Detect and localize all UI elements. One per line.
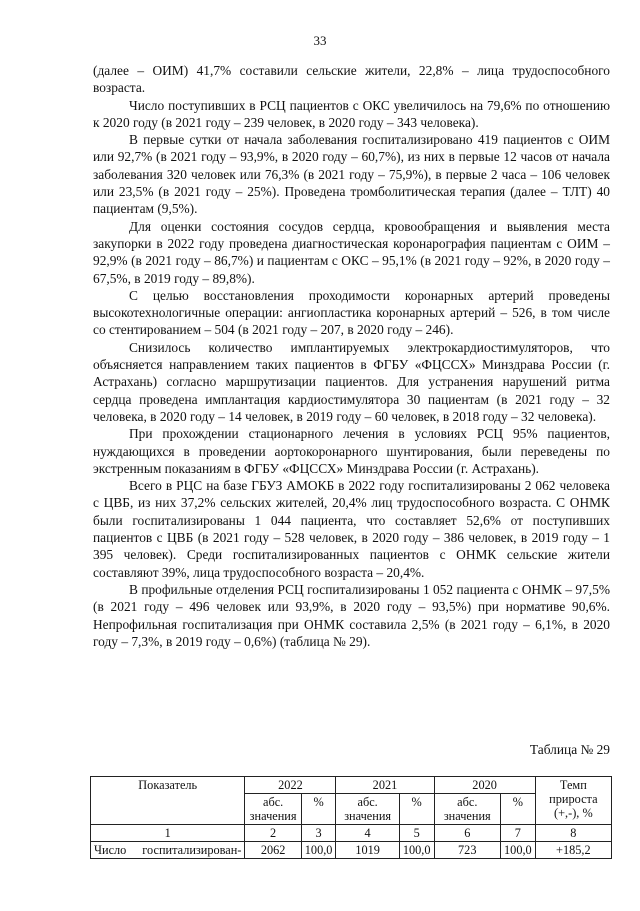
table-cell: 100,0	[301, 842, 336, 859]
header-abs: абс. значения	[336, 794, 399, 825]
table-cell: 100,0	[399, 842, 434, 859]
paragraph: Снизилось количество имплантируемых электрокардиостимуляторов, что объясняется направлением таких пациентов в ФГБУ «ФЦССХ» Минздрава России (г. Астрахань) согласно маршрутизации пациентов. Для устранения нарушений ритма сердца проведена имплантация кардиостимулятора 30 пациентам (в 2021 году – 32 человека, в 2020 году – 14 человек, в 2019 году – 60 человек, в 2018 году – 32 человека).	[93, 339, 610, 424]
page-number: 33	[313, 33, 327, 48]
header-indicator: Показатель	[91, 777, 245, 825]
row-label: Число госпитализирован-	[91, 842, 245, 859]
table-cell: 100,0	[501, 842, 536, 859]
column-number: 8	[535, 825, 611, 842]
table-cell: +185,2	[535, 842, 611, 859]
header-year-2021: 2021	[336, 777, 434, 794]
header-pct: %	[501, 794, 536, 825]
table-cell: 723	[434, 842, 501, 859]
column-number: 5	[399, 825, 434, 842]
paragraph: При прохождении стационарного лечения в условиях РСЦ 95% пациентов, нуждающихся в проведении аортокоронарного шунтирования, были переведены по экстренным показаниям в ФГБУ «ФЦССХ» Минздрава России (г. Астрахань).	[93, 426, 610, 476]
header-year-2020: 2020	[434, 777, 535, 794]
paragraph: В профильные отделения РСЦ госпитализированы 1 052 пациента с ОНМК – 97,5% (в 2021 году – 496 человек или 93,9%, в 2020 году – 93,5%) при нормативе 90,6%. Непрофильная госпитализация при ОНМК составила 2,5% (в 2021 году – 6,1%, в 2020 году – 7,3%, в 2019 году – 0,6%) (таблица № 29).	[93, 581, 610, 649]
header-abs: абс. значения	[434, 794, 501, 825]
paragraph: В первые сутки от начала заболевания госпитализировано 419 пациентов с ОИМ или 92,7% (в 2021 году – 93,9%, в 2020 году – 60,7%), из них в первые 12 часов от начала заболевания 320 человек или 76,3% (в 2021 году – 75,9%), в первые 2 часа – 106 человек или 23,5% (в 2021 году – 25%). Проведена тромболитическая терапия (далее – ТЛТ) 40 пациентам (9,5%).	[93, 132, 610, 217]
paragraph: Число поступивших в РСЦ пациентов с ОКС увеличилось на 79,6% по отношению к 2020 году (в 2021 году – 239 человек, в 2020 году – 343 человека).	[93, 97, 610, 130]
header-pct: %	[399, 794, 434, 825]
paragraph: (далее – ОИМ) 41,7% составили сельские жители, 22,8% – лица трудоспособного возраста.	[93, 63, 610, 96]
column-number: 1	[91, 825, 245, 842]
column-number-row	[91, 825, 612, 842]
table-cell: 2062	[245, 842, 301, 859]
data-table-29	[90, 776, 612, 859]
column-number: 3	[301, 825, 336, 842]
body-text	[93, 62, 610, 650]
header-abs: абс. значения	[245, 794, 301, 825]
column-number: 2	[245, 825, 301, 842]
header-year-2022: 2022	[245, 777, 336, 794]
paragraph: С целью восстановления проходимости коронарных артерий проведены высокотехнологичные операции: ангиопластика коронарных артерий – 526, в том числе со стентированием – 504 (в 2021 году – 207, в 2020 году – 246).	[93, 287, 610, 338]
column-number: 7	[501, 825, 536, 842]
header-growth: Темп прироста (+,-), %	[535, 777, 611, 825]
table-cell: 1019	[336, 842, 399, 859]
column-number: 4	[336, 825, 399, 842]
table-row	[91, 842, 612, 859]
header-pct: %	[301, 794, 336, 825]
paragraph: Для оценки состояния сосудов сердца, кровообращения и выявления места закупорки в 2022 году проведена диагностическая коронарография пациентам с ОИМ – 92,9% (в 2021 году – 86,7%) и пациентам с ОКС – 95,1% (в 2021 году – 92%, в 2020 году – 67,5%, в 2019 году – 89,8%).	[93, 218, 610, 286]
paragraph: Всего в РЦС на базе ГБУЗ АМОКБ в 2022 году госпитализированы 2 062 человека с ЦВБ, из них 37,2% сельских жителей, 20,4% лиц трудоспособного возраста. С ОНМК были госпитализированы 1 044 пациента, что составляет 52,6% от поступивших пациентов с ЦВБ (в 2021 году – 528 человек, в 2020 году – 386 человек, в 2019 году – 1 395 человек). Среди госпитализированных пациентов с ОНМК сельские жители составляют 39%, лица трудоспособного возраста – 20,4%.	[93, 478, 610, 580]
table-caption: Таблица № 29	[529, 742, 610, 757]
column-number: 6	[434, 825, 501, 842]
